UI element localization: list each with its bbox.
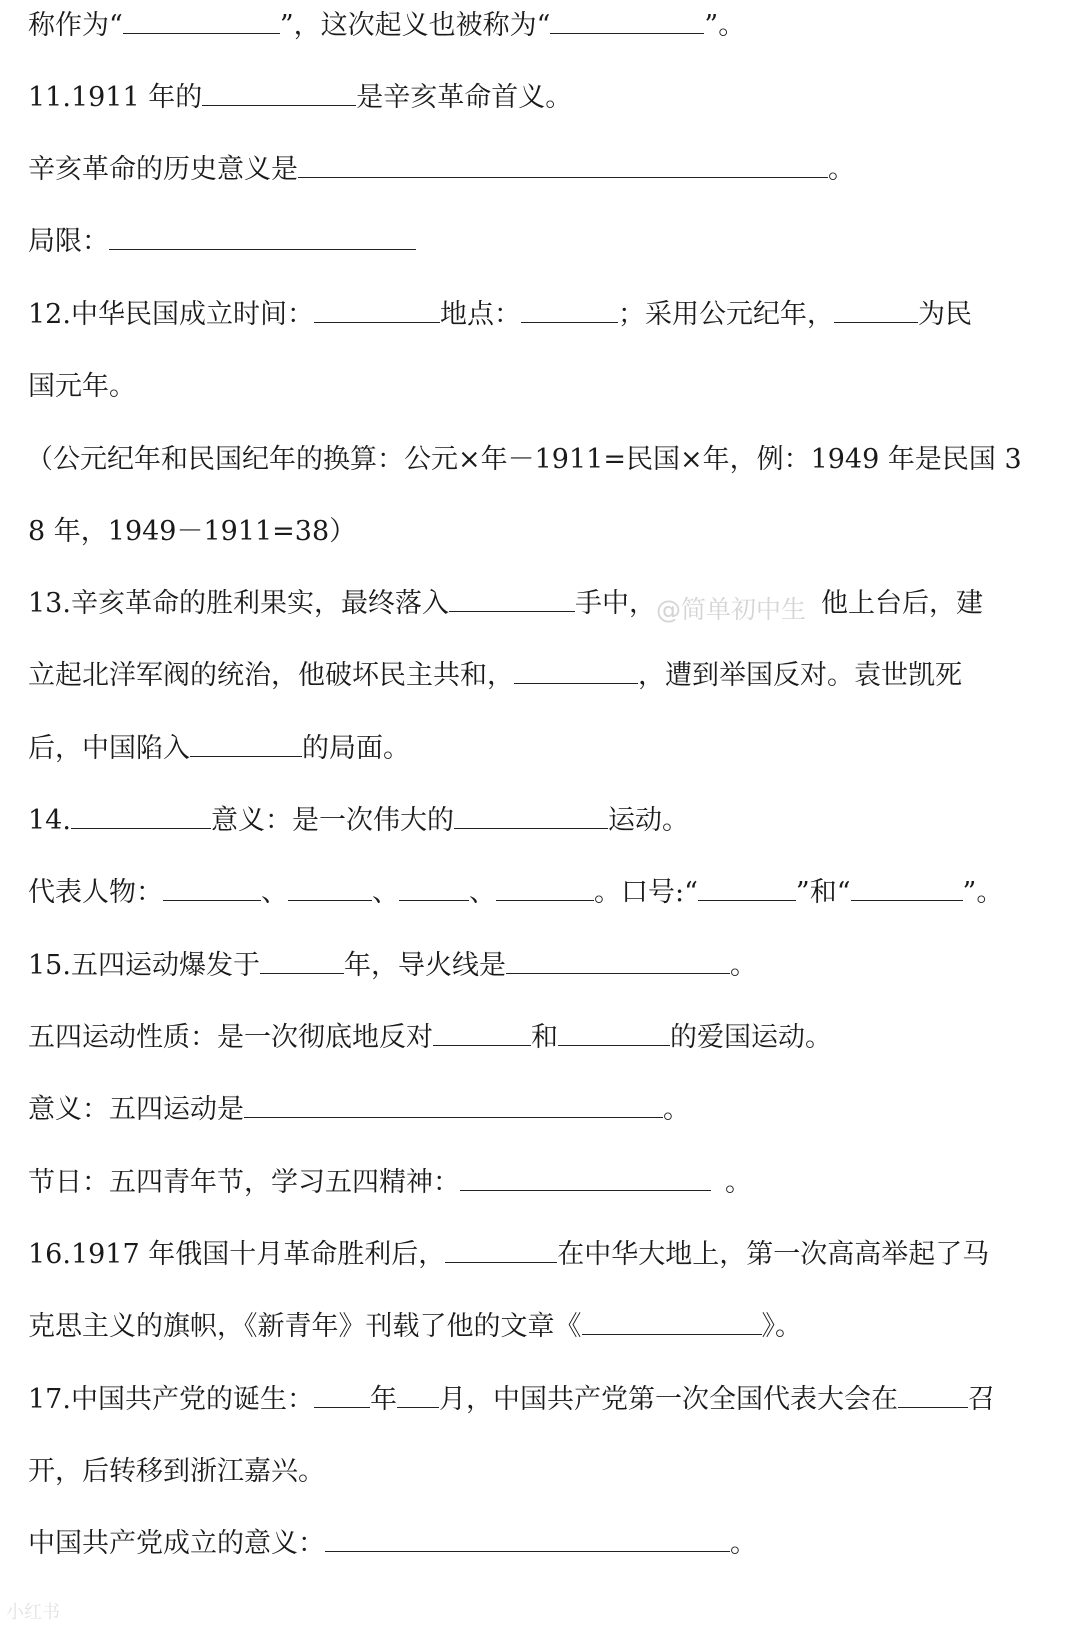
text-line xyxy=(28,1452,325,1492)
text-line xyxy=(28,6,745,46)
blank-space xyxy=(163,873,261,901)
line-text: ，遭到举国反对。袁世凯死 xyxy=(638,660,962,691)
line-text: 立起北洋军阀的统治，他破坏民主共和， xyxy=(28,660,514,691)
line-text: 的局面。 xyxy=(302,733,410,764)
line-text: 在中华大地上，第一次高高举起了马 xyxy=(557,1239,990,1270)
line-text: 。 xyxy=(663,1094,690,1125)
blank-space xyxy=(496,873,594,901)
blank-space xyxy=(288,873,372,901)
blank-space xyxy=(190,729,302,757)
blank-space xyxy=(449,584,575,612)
text-line xyxy=(28,1090,690,1130)
text-line xyxy=(28,801,689,841)
blank-space xyxy=(582,1307,762,1335)
text-line xyxy=(28,946,757,986)
line-text: 、 xyxy=(261,877,288,908)
line-text: 。 xyxy=(725,1167,752,1198)
blank-space xyxy=(445,1235,557,1263)
blank-space xyxy=(399,873,469,901)
bottom-watermark: 小红书 xyxy=(6,1602,60,1623)
line-text: 、 xyxy=(372,877,399,908)
line-text: 他上台后，建 xyxy=(820,588,983,619)
text-line xyxy=(28,512,356,552)
blank-space xyxy=(558,1018,670,1046)
blank-space xyxy=(433,1018,531,1046)
blank-space xyxy=(397,1380,439,1408)
line-text: 年，导火线是 xyxy=(343,950,506,981)
text-line xyxy=(28,729,410,769)
line-text: 手中， xyxy=(574,588,656,619)
line-text: 节日：五四青年节，学习五四精神： xyxy=(28,1167,460,1198)
blank-space xyxy=(454,801,608,829)
text-line xyxy=(28,1235,989,1275)
line-text: 辛亥革命的历史意义是 xyxy=(28,154,298,185)
blank-space xyxy=(260,946,344,974)
blank-space xyxy=(460,1163,711,1191)
line-text: 15.五四运动爆发于 xyxy=(28,950,260,981)
blank-space xyxy=(698,873,796,901)
text-line xyxy=(28,1307,802,1347)
blank-space xyxy=(244,1090,663,1118)
line-text: ”。 xyxy=(704,10,746,41)
line-text: 称作为“ xyxy=(28,10,123,41)
line-text: 召 xyxy=(967,1384,995,1415)
line-text: ；采用公元纪年， xyxy=(617,299,834,330)
line-text: 开，后转移到浙江嘉兴。 xyxy=(28,1456,325,1487)
text-line xyxy=(28,584,983,624)
text-line xyxy=(26,440,1022,480)
blank-space xyxy=(298,150,828,178)
blank-space xyxy=(314,295,440,323)
text-line xyxy=(28,1524,757,1564)
text-line xyxy=(28,78,572,118)
line-text: 。 xyxy=(729,950,757,981)
blank-space xyxy=(325,1524,730,1552)
line-text: 是辛亥革命首义。 xyxy=(356,82,573,113)
blank-space xyxy=(550,6,704,34)
blank-space xyxy=(506,946,730,974)
line-text: ”。 xyxy=(962,877,1004,908)
line-text: 国元年。 xyxy=(28,371,136,402)
text-line xyxy=(28,367,136,407)
blank-space xyxy=(71,801,211,829)
blank-space xyxy=(851,873,963,901)
line-text: 后，中国陷入 xyxy=(28,733,190,764)
line-text: 和 xyxy=(531,1022,558,1053)
text-line xyxy=(28,222,416,262)
line-text: 。 xyxy=(828,154,855,185)
line-text: 克思主义的旗帜，《新青年》刊载了他的文章《 xyxy=(28,1311,582,1342)
line-text: 14. xyxy=(28,805,71,836)
line-text: 地点： xyxy=(439,299,521,330)
line-text: 》。 xyxy=(761,1311,802,1342)
blank-space xyxy=(109,222,416,250)
line-text: 17.中国共产党的诞生： xyxy=(28,1384,314,1415)
text-line xyxy=(28,150,855,190)
line-text: 意义：是一次伟大的 xyxy=(210,805,454,836)
watermark: @简单初中生 xyxy=(656,595,807,624)
line-text: 13.辛亥革命的胜利果实，最终落入 xyxy=(28,588,449,619)
blank-space xyxy=(314,1380,370,1408)
line-text: 为民 xyxy=(917,299,972,330)
line-text: 、 xyxy=(469,877,496,908)
line-text: ”，这次起义也被称为“ xyxy=(279,10,551,41)
blank-space xyxy=(514,656,638,684)
line-text: 运动。 xyxy=(607,805,689,836)
line-text: 月，中国共产党第一次全国代表大会在 xyxy=(438,1384,898,1415)
text-line xyxy=(28,873,1003,913)
text-line xyxy=(28,656,962,696)
line-text: 8 年，1949－1911=38） xyxy=(28,516,357,547)
line-text: 局限： xyxy=(28,226,109,257)
text-line xyxy=(28,1018,832,1058)
line-text: ”和“ xyxy=(795,877,851,908)
line-text: 五四运动性质：是一次彻底地反对 xyxy=(28,1022,433,1053)
blank-space xyxy=(123,6,280,34)
line-text: 意义：五四运动是 xyxy=(28,1094,244,1125)
line-text: 16.1917 年俄国十月革命胜利后， xyxy=(28,1239,446,1270)
blank-space xyxy=(834,295,918,323)
blank-space xyxy=(521,295,618,323)
line-text: 的爱国运动。 xyxy=(670,1022,832,1053)
line-text: 中国共产党成立的意义： xyxy=(28,1528,325,1559)
line-text: 年 xyxy=(369,1384,397,1415)
line-text: （公元纪年和民国纪年的换算：公元×年－1911=民国×年，例：1949 年是民国 3 xyxy=(26,444,1022,475)
blank-space xyxy=(202,78,356,106)
line-text: 代表人物： xyxy=(28,877,163,908)
line-text: 。 xyxy=(730,1528,757,1559)
line-text: 11.1911 年的 xyxy=(28,82,203,113)
line-text: 。口号:“ xyxy=(594,877,698,908)
blank-space xyxy=(898,1380,968,1408)
text-line xyxy=(28,295,972,335)
text-line xyxy=(28,1380,995,1420)
text-line xyxy=(28,1163,752,1203)
line-text: 12.中华民国成立时间： xyxy=(28,299,314,330)
